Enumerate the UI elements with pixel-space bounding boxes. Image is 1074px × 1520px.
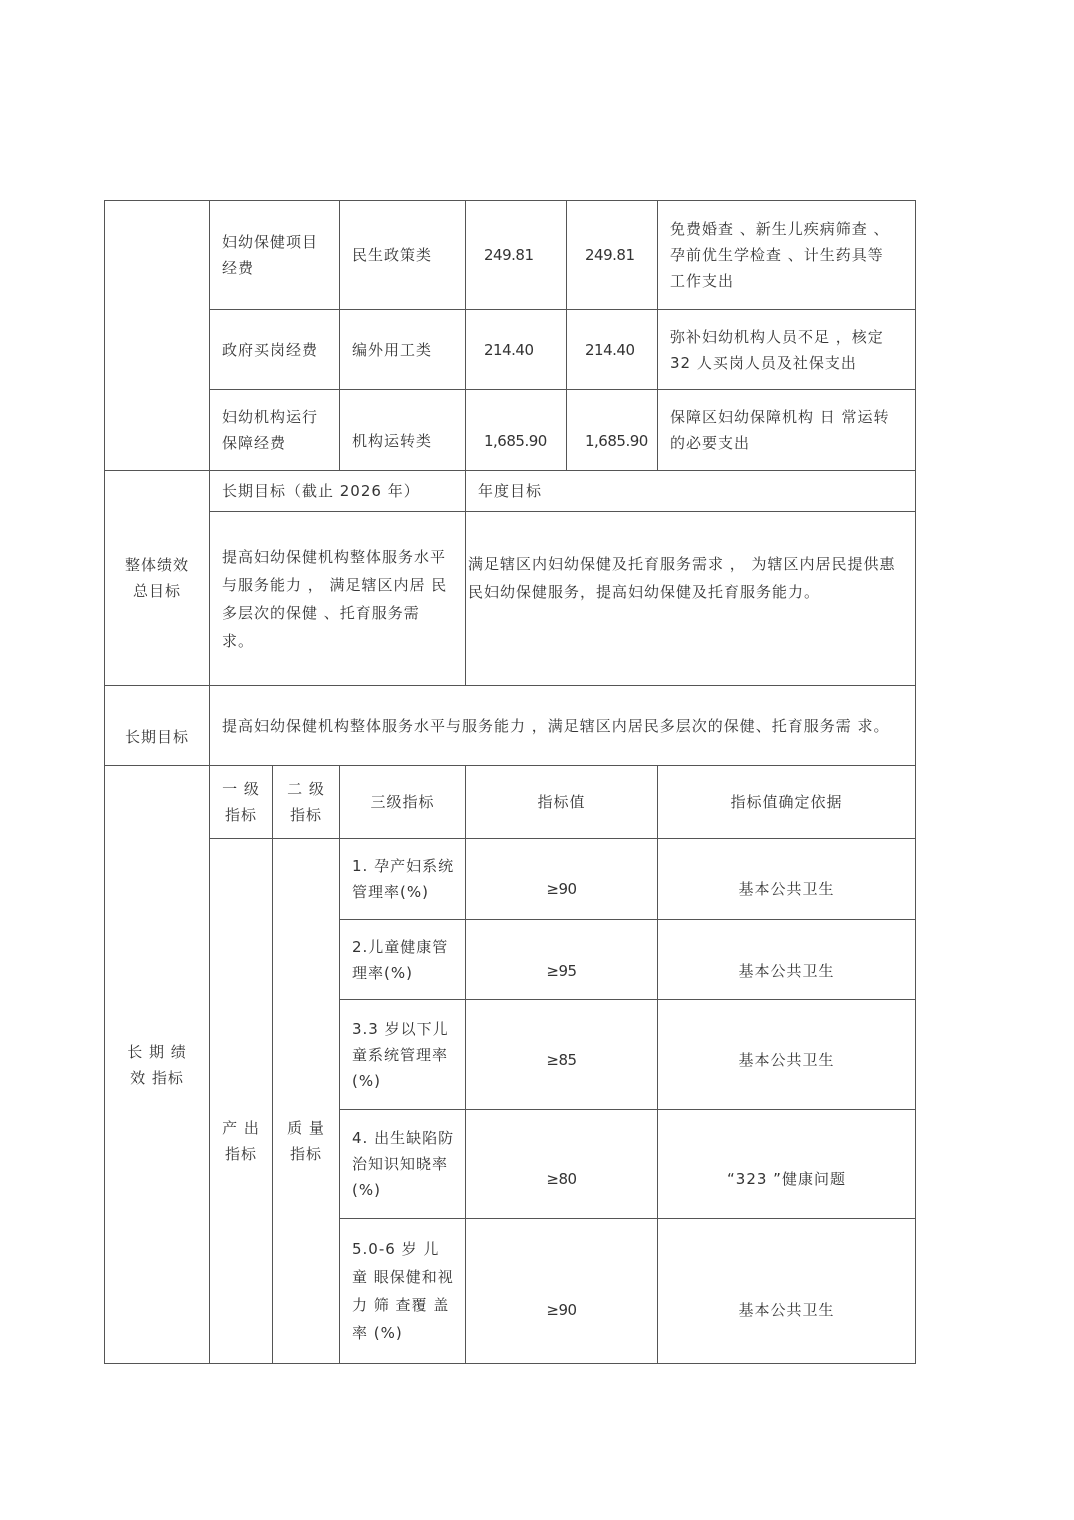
indicator-value: ≥85: [546, 1050, 577, 1069]
budget-row-note: 免费婚查 、新生儿疾病筛查 、 孕前优生学检查 、计生药具等 工作支出: [670, 220, 890, 290]
level1-value: 产 出 指标: [222, 1119, 260, 1163]
budget-row-name: 妇幼机构运行保障经费: [222, 408, 319, 452]
budget-row-category: 机构运转类: [352, 432, 433, 450]
budget-row-note: 弥补妇幼机构人员不足 ，核定 32 人买岗人员及社保支出: [670, 327, 884, 372]
indicator-basis: 基本公共卫生: [738, 961, 835, 980]
annual-goal-text: 满足辖区内妇幼保健及托育服务需求 ， 为辖区内居民提供惠民妇幼保健服务，提高妇幼保健及托育服务能力。: [468, 555, 896, 601]
long-term-goal-text: 提高妇幼保健机构整体服务水平与服务能力 ， 满足辖区内居 民多层次的保健 、托育服务需 求。: [222, 547, 448, 650]
indicator-name: 3.3 岁以下儿童系统管理率(%): [352, 1019, 449, 1090]
indicator-basis: 基本公共卫生: [738, 1301, 835, 1319]
indicator-section-label: 长 期 绩 效 指标: [127, 1042, 187, 1087]
level3-header: 三级指标: [370, 793, 435, 811]
indicator-basis: “323 ”健康问题: [727, 1170, 846, 1188]
indicator-name: 4. 出生缺陷防治知识知晓率 (%): [352, 1129, 455, 1199]
budget-row-amount: 249.81: [484, 246, 534, 264]
indicator-basis: 基本公共卫生: [738, 880, 835, 898]
long-term-text: 提高妇幼保健机构整体服务水平与服务能力 ，满足辖区内居民多层次的保健、托育服务需 求。: [222, 716, 890, 735]
indicator-name: 2.儿童健康管理率(%): [352, 937, 449, 982]
performance-table: [104, 200, 916, 1364]
budget-row-amount: 1,685.90: [585, 432, 648, 450]
budget-row-category: 民生政策类: [352, 246, 433, 264]
budget-row-amount: 1,685.90: [484, 432, 547, 450]
basis-header: 指标值确定依据: [730, 793, 843, 811]
annual-goal-header: 年度目标: [478, 482, 543, 500]
indicator-value: ≥80: [546, 1170, 577, 1188]
indicator-value: ≥95: [546, 961, 577, 980]
long-term-goal-header: 长期目标（截止 2026 年）: [222, 482, 420, 500]
budget-row-category: 编外用工类: [352, 340, 433, 359]
indicator-value: ≥90: [546, 880, 577, 898]
indicator-basis: 基本公共卫生: [738, 1050, 835, 1069]
overall-goal-label: 整体绩效总目标: [124, 556, 189, 600]
level1-header: 一 级 指标: [222, 780, 260, 824]
budget-row-amount: 214.40: [484, 340, 534, 359]
level2-header: 二 级 指标: [287, 780, 325, 824]
budget-row-amount: 214.40: [585, 340, 635, 359]
budget-row-note: 保障区妇幼保障机构 日 常运转 的必要支出: [670, 408, 890, 452]
indicator-value: ≥90: [546, 1301, 577, 1319]
value-header: 指标值: [537, 793, 586, 811]
level2-value: 质 量 指标: [287, 1119, 325, 1163]
budget-row-name: 妇幼保健项目 经费: [222, 233, 319, 277]
budget-row-amount: 249.81: [585, 246, 635, 264]
indicator-name: 1. 孕产妇系统 管理率(%): [352, 857, 455, 901]
indicator-name: 5.0-6 岁 儿 童 眼保健和视力 筛 查覆 盖 率 (%): [352, 1240, 454, 1342]
long-term-label: 长期目标: [124, 727, 189, 746]
budget-row-name: 政府买岗经费: [222, 340, 319, 359]
